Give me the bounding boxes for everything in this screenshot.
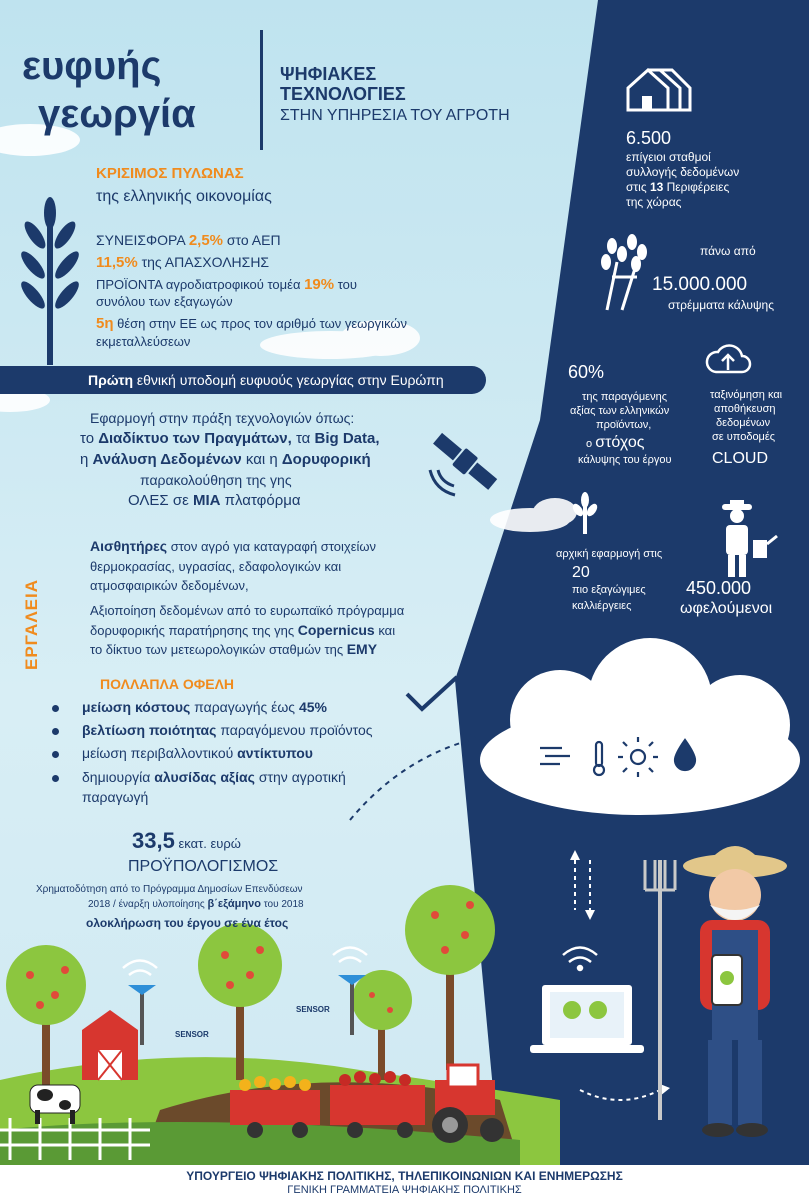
beneficiaries-value: 450.000 xyxy=(686,578,752,598)
target-line1: της παραγόμενης xyxy=(582,391,668,403)
funding-line1: Χρηματοδότηση από το Πρόγραμμα Δημοσίων Επενδύσεων xyxy=(36,884,303,895)
benefit-value-chain: δημιουργία αλυσίδας αξίας στην αγροτική xyxy=(82,769,346,785)
beneficiaries-label: ωφελούμενοι xyxy=(680,600,773,617)
target-line5: κάλυψης του έργου xyxy=(578,454,672,466)
tech-line3: η Ανάλυση Δεδομένων και η Δορυφορική xyxy=(80,451,371,468)
tools-p1-line2: θερμοκρασίας, υγρασίας, εδαφολογικών και xyxy=(90,559,342,574)
satellite-icon xyxy=(420,415,510,505)
stat-rank-line2: εκμεταλλεύσεων xyxy=(96,334,191,349)
coverage-value: 15.000.000 xyxy=(652,274,748,295)
stations-line2: συλλογής δεδομένων xyxy=(626,165,740,179)
sensor-label-2: SENSOR xyxy=(296,1005,330,1014)
target-line3: προϊόντων, xyxy=(596,419,652,431)
stat-exports-line2: συνόλου των εξαγωγών xyxy=(96,294,233,309)
plant-icon xyxy=(15,195,85,365)
gardener-icon xyxy=(708,500,778,580)
tools-p1: Αισθητήρες στον αγρό για καταγραφή στοιχείων xyxy=(90,538,377,554)
houses-icon xyxy=(624,64,694,114)
crops-value: 20 xyxy=(572,564,590,581)
wheat-icon xyxy=(592,232,662,312)
budget-label: ΠΡΟΫΠΟΛΟΓΙΣΜΟΣ xyxy=(128,858,279,875)
footer xyxy=(0,1165,809,1200)
cloud-line5: CLOUD xyxy=(712,450,769,467)
tech-line4: παρακολούθηση της γης xyxy=(140,472,292,488)
target-line4: ο στόχος xyxy=(586,434,645,451)
benefit-cost: μείωση κόστους παραγωγής έως 45% xyxy=(82,699,327,715)
tech-line2: το Διαδίκτυο των Πραγμάτων, τα Big Data, xyxy=(80,430,380,447)
stat-rank: 5η θέση στην ΕΕ ως προς τον αριθμό των γεωργικών xyxy=(96,315,408,332)
sensor-label-1: SENSOR xyxy=(175,1030,209,1039)
budget-amount: 33,5 εκατ. ευρώ xyxy=(132,828,241,853)
bullet-3 xyxy=(52,751,59,758)
footer-ministry: ΥΠΟΥΡΓΕΙΟ ΨΗΦΙΑΚΗΣ ΠΟΛΙΤΙΚΗΣ, ΤΗΛΕΠΙΚΟΙΝΩΝΙΩΝ ΚΑΙ ΕΝΗΜΕΡΩΣΗΣ xyxy=(186,1169,623,1183)
bullet-2 xyxy=(52,728,59,735)
subtitle-line3: ΣΤΗΝ ΥΠΗΡΕΣΙΑ ΤΟΥ ΑΓΡΟΤΗ xyxy=(280,107,510,124)
benefits-heading: ΠΟΛΛΑΠΛΑ ΟΦΕΛΗ xyxy=(100,676,235,692)
stations-line1: επίγειοι σταθμοί xyxy=(626,150,711,164)
title-divider xyxy=(260,30,263,150)
subtitle-line2: ΤΕΧΝΟΛΟΓΙΕΣ xyxy=(280,84,406,104)
dashed-arrow-1 xyxy=(350,740,470,820)
tech-line1: Εφαρμογή στην πράξη τεχνολογιών όπως: xyxy=(90,410,355,426)
banner-text: Πρώτη εθνική υποδομή ευφυούς γεωργίας στην Ευρώπη xyxy=(88,372,444,388)
cloud-line3: δεδομένων xyxy=(716,417,771,429)
crops-line2: πιο εξαγώγιμες xyxy=(572,584,646,596)
crops-line1: αρχική εφαρμογή στις xyxy=(556,548,663,560)
title-line1: ευφυής xyxy=(22,44,162,88)
tools-vertical-label: ΕΡΓΑΛΕΙΑ xyxy=(22,579,41,670)
sprout-icon xyxy=(570,492,600,534)
crops-line3: καλλιέργειες xyxy=(572,600,632,612)
tools-p2-line1: Αξιοποίηση δεδομένων από το ευρωπαϊκό πρόγραμμα xyxy=(90,603,405,618)
completion-note: ολοκλήρωση του έργου σε ένα έτος xyxy=(86,916,289,930)
bullet-4 xyxy=(52,775,59,782)
cloud-upload-icon xyxy=(704,340,752,380)
target-value: 60% xyxy=(568,362,605,382)
pillar-subheading: της ελληνικής οικονομίας xyxy=(96,188,272,205)
pillar-heading: ΚΡΙΣΙΜΟΣ ΠΥΛΩΝΑΣ xyxy=(96,165,244,182)
tools-p1-line3: ατμοσφαιρικών δεδομένων, xyxy=(90,578,249,593)
stations-line4: της χώρας xyxy=(626,195,682,209)
stations-line3: στις 13 Περιφέρειες xyxy=(626,180,730,194)
checkmark-icon xyxy=(402,672,462,717)
banner xyxy=(0,366,486,394)
funding-line2: 2018 / έναρξη υλοποίησης β΄εξάμηνο του 2018 xyxy=(88,898,304,910)
benefit-quality: βελτίωση ποιότητας παραγόμενου προϊόντος xyxy=(82,722,373,738)
stat-exports: ΠΡΟΪΟΝΤΑ αγροδιατροφικού τομέα 19% του xyxy=(96,276,358,293)
coverage-pre: πάνω από xyxy=(700,244,756,258)
cloud-line1: ταξινόμηση και xyxy=(710,389,783,401)
bullet-1 xyxy=(52,705,59,712)
stat-employment: 11,5% της ΑΠΑΣΧΟΛΗΣΗΣ xyxy=(96,254,270,271)
laptop-icon xyxy=(530,985,644,1053)
tools-p2-line3: το δίκτυο των μετεωρολογικών σταθμών της ΕΜΥ xyxy=(90,641,378,657)
tech-line5: ΟΛΕΣ σε ΜΙΑ πλατφόρμα xyxy=(128,492,301,509)
barn xyxy=(82,1010,138,1080)
footer-secretariat: ΓΕΝΙΚΗ ΓΡΑΜΜΑΤΕΙΑ ΨΗΦΙΑΚΗΣ ΠΟΛΙΤΙΚΗΣ xyxy=(287,1184,522,1196)
cloud-line4: σε υποδομές xyxy=(712,431,776,443)
title-line2: γεωργία xyxy=(38,92,196,136)
benefit-environment: μείωση περιβαλλοντικού αντίκτυπου xyxy=(82,745,313,761)
cloud-line2: αποθήκευση xyxy=(714,403,776,415)
target-line2: αξίας των ελληνικών xyxy=(570,405,670,417)
benefit-value-chain-line2: παραγωγή xyxy=(82,789,149,805)
coverage-unit: στρέμματα κάλυψης xyxy=(668,298,775,312)
stations-value: 6.500 xyxy=(626,128,672,148)
tools-p2-line2: δορυφορικής παρατήρησης της γης Copernicus και xyxy=(90,622,396,638)
subtitle-line1: ΨΗΦΙΑΚΕΣ xyxy=(280,64,377,84)
stat-gdp: ΣΥΝΕΙΣΦΟΡΑ 2,5% στο ΑΕΠ xyxy=(96,232,281,249)
